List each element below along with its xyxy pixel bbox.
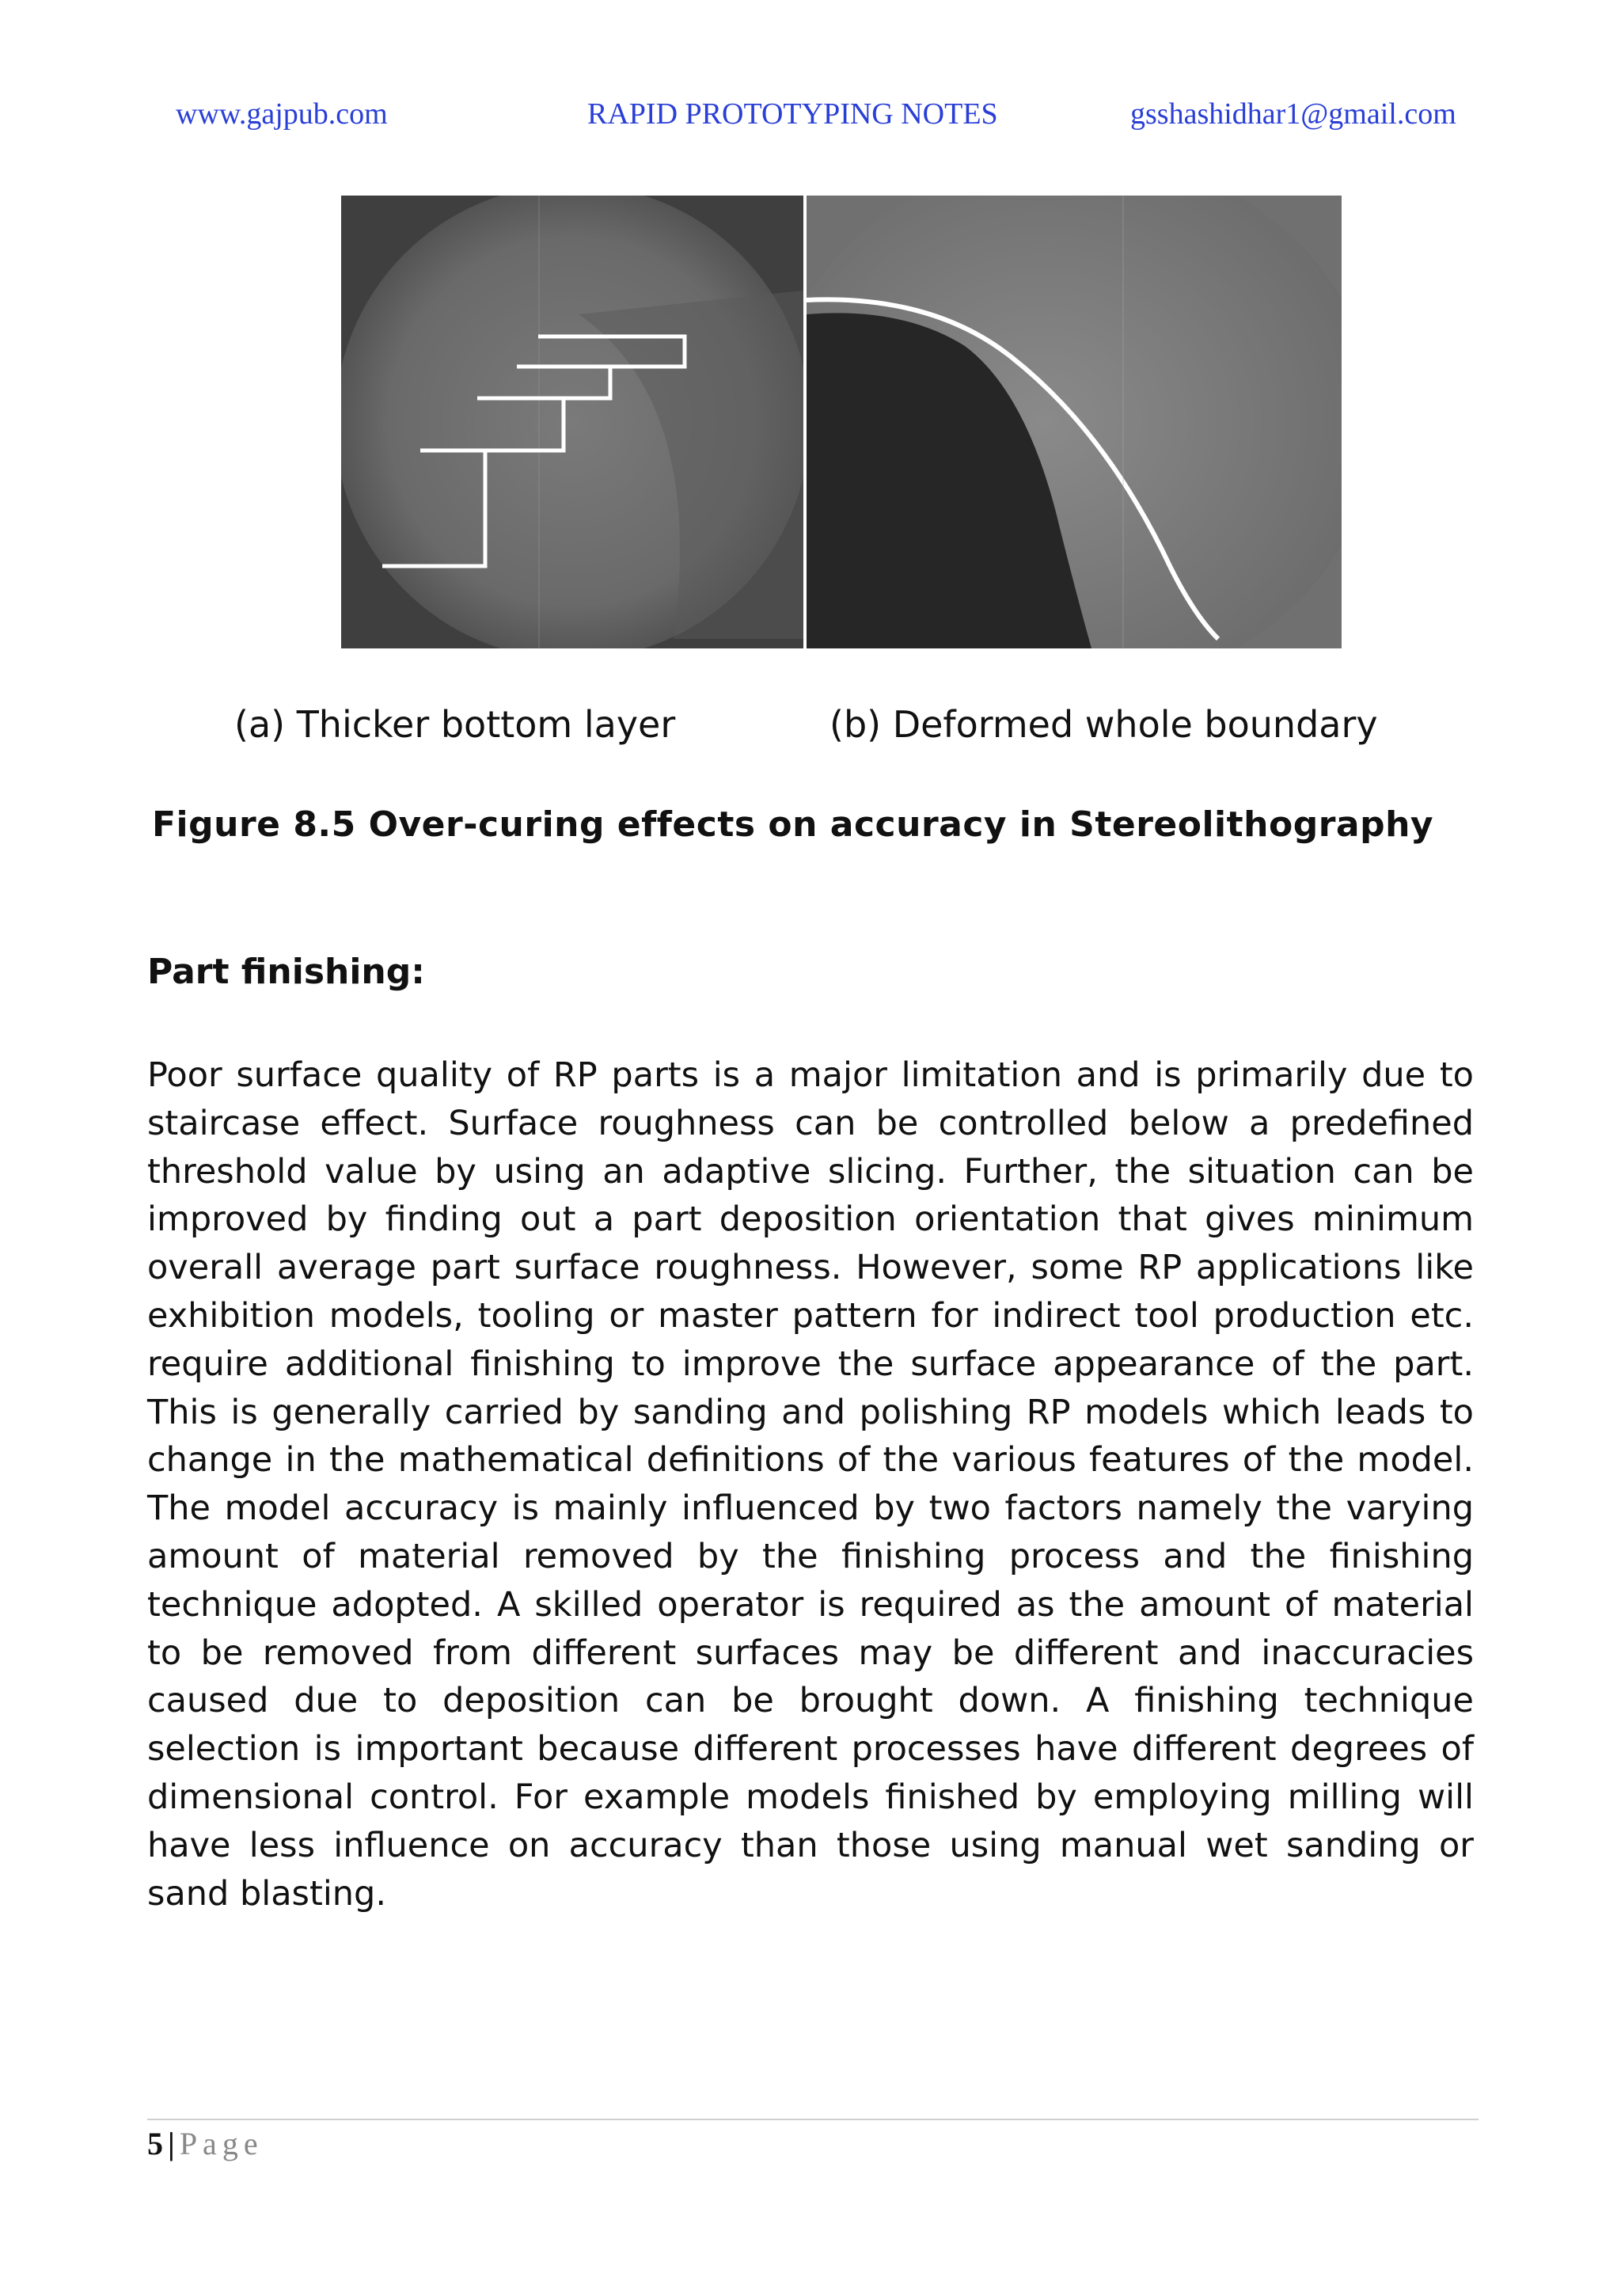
page-number: 5 <box>147 2126 163 2161</box>
figure-caption-b: (b) Deformed whole boundary <box>829 703 1378 746</box>
header-email: gsshashidhar1@gmail.com <box>1130 97 1456 131</box>
body-paragraph: Poor surface quality of RP parts is a major limitation and is primarily due to staircase effect. Surface roughness can be controlled below a predefined threshold value by using an adaptive slicing. Further, the situation can be improved by finding out a part deposition orientation that gives minimum overall average part surface roughness. However, some RP applications like exhibition models, tooling or master pattern for indirect tool production etc. require additional finishing to improve the surface appearance of the part. This is generally carried by sanding and polishing RP models which leads to change in the mathematical definitions of the various features of the model. The model accuracy is mainly influenced by two factors namely the varying amount of material removed by the finishing process and the finishing technique adopted. A skilled operator is required as the amount of material to be removed from different surfaces may be different and inaccuracies caused due to deposition can be brought down. A finishing technique selection is important because different processes have different degrees of dimensional control. For example models finished by employing milling will have less influence on accuracy than those using manual wet sanding or sand blasting. <box>147 1055 1474 1914</box>
header-website: www.gajpub.com <box>176 97 388 131</box>
page-separator: | <box>168 2126 175 2161</box>
page-footer <box>147 2125 264 2162</box>
header-title: RAPID PROTOTYPING NOTES <box>587 97 998 131</box>
figure-a-image <box>341 196 803 648</box>
figure-title: Figure 8.5 Over-curing effects on accuracy in Stereolithography <box>152 804 1434 845</box>
figure-8-5 <box>341 196 1342 648</box>
page-label: Page <box>179 2126 264 2161</box>
footer-divider <box>147 2119 1479 2120</box>
figure-b-image <box>807 196 1342 648</box>
figure-caption-a: (a) Thicker bottom layer <box>234 703 676 746</box>
section-heading: Part finishing: <box>147 952 425 992</box>
